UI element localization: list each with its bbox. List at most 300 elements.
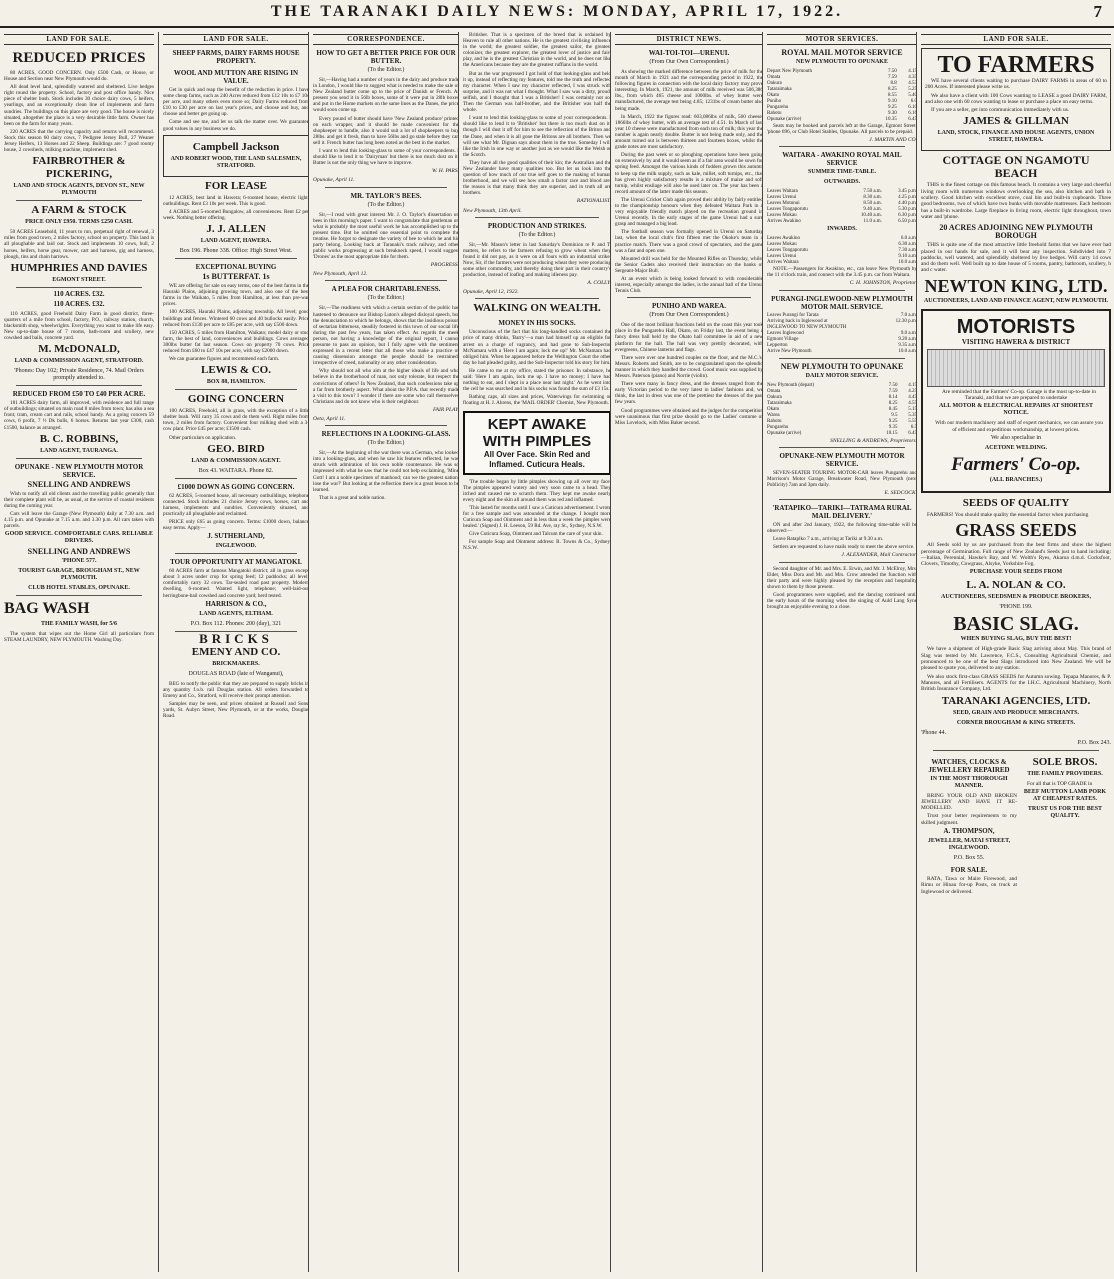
divider xyxy=(175,553,297,554)
service-route: NEW PLYMOUTH TO OPUNAKE xyxy=(796,59,888,65)
timetable-time: 8.14 xyxy=(888,394,898,400)
article-text: There were many in fancy dress, and the dresses ranged from the early Victorian period to the very latest in ladies' fashions and, we think, the last in dress was one of the prettiest the dresses of the past few years. xyxy=(615,381,763,406)
service-proprietor: SNELLING & ANDREWS, Proprietors. xyxy=(830,437,917,444)
service-proprietor: J. ALEXANDER, Mail Contractor. xyxy=(841,552,917,559)
service-title: OPUNAKE-NEW PLYMOUTH MOTOR SERVICE. xyxy=(779,451,905,468)
to-the-editor: (To the Editor.) xyxy=(367,295,405,302)
ad-text: Give Cuticura Soap, Ointment and Talcum the care of your skin. xyxy=(469,531,603,538)
letter-text: Sir,—The readiness with which a certain section of the public has hastened to denounce our Bishop Luton's alleged disloyal speech, but the denunciation to which he belongs, shows that the insidious poison of sectarian bitterness, steadily fostered in this town of our social life during the past few years, has taken effect. As regards the meek person, not having a knowledge of the original report, I cannot presume to pass an opinion, but I fully agree with the sentiment expressed in a recent letter that all those who make a practice of causing dissension amongst the people should be restrained, irrespective of creed, nationality or any other consideration. xyxy=(313,305,459,367)
ad-text: Are reminded that the Farmers' Co-op. Garage is the most up-to-date in Taranaki, and that we are prepared to undertake xyxy=(942,388,1096,402)
ad-slogan: TRUST US FOR THE BEST QUALITY. xyxy=(1027,805,1103,819)
ad-text: 62 ACRES, 5-roomed house, all necessary outbuildings, telephone connected. Stock includes 21 choice Jersey cows, horses, cart and harness, implements and sundries. Conveniently situated, and practically all ploughable and reclaimed. xyxy=(163,492,309,517)
timetable-stop: Omata xyxy=(767,75,781,80)
timetable-time: 6.30 p.m. xyxy=(898,213,917,219)
agent-subtitle: AUCTIONEERS, LAND AND FINANCE AGENT, NEW PLYMOUTH. xyxy=(923,297,1109,304)
timetable-stop: Leaves Mokau xyxy=(767,213,797,219)
ad-headline: 20 ACRES ADJOINING NEW PLYMOUTH BOROUGH xyxy=(939,223,1093,241)
divider xyxy=(16,200,142,201)
service-note: NOTE.—Passengers for Awakino, etc., can leave New Plymouth by the 11 o'clock train, and connect with the 3.45 p.m. car from Waitara. xyxy=(767,266,917,279)
timetable-time: 6.5 xyxy=(910,424,917,430)
article-text: The Urenui Cricket Club again proved their ability by fairly entitled to the championship honours when they defeated Waitara Park in a very enjoyable friendly match played on the recreation ground in Urenui recently. In the early stages of the game Urenui had a sure grasp and managed a big lead. xyxy=(615,196,763,228)
timetable-stop: INGLEWOOD TO NEW PLYMOUTH xyxy=(767,324,847,330)
ad-text: 110 ACRES, good Freehold Dairy Farm in good district, three-quarters of a mile from school, factory, P.O., railway station, church, blacksmith shop, wheelwrights. Everything you want to make life easy. New up-to-date house of 7 rooms, bath-room and scullery, new cowshed and bails, concrete yard. xyxy=(4,310,154,342)
timetable-row xyxy=(767,219,917,225)
ad-text: THIS is the finest cottage on this famous beach. It contains a very large and cheerful living room with numerous windows overlooking the sea, also kitchen and bath in scullery. Good kitchen with excellent stove, coal bin and built-in cupboards. Three good bedrooms, two of which have two bunks with movable mattresses. Each bedroom has a built-in wardrobe. Large fireplace in living room, electric light throughout, town water and 'phone. xyxy=(921,182,1111,220)
timetable-time: 9.40 a.m. xyxy=(863,207,882,213)
ad-text: BRING YOUR OLD AND BROKEN JEWELLERY AND HAVE IT RE-MODELLED. xyxy=(921,792,1017,812)
timetable-time: 10.0 a.m. xyxy=(898,260,917,266)
service-proprietor: E. SEDCOCK. xyxy=(884,489,917,496)
ad-headline: WATCHES, CLOCKS & JEWELLERY REPAIRED xyxy=(928,757,1010,774)
ad-headline: OPUNAKE - NEW PLYMOUTH MOTOR SERVICE. xyxy=(14,462,144,479)
letter-text: Britisher. That is a specimen of the breed that is ordained by Heaven to rule all other nations. He is the greatest civilising influence in the world; the greatest soldier, the greatest sailor, the greatest colonizer, the greatest explorer, the greatest lover of justice and fair-play, and he is the greatest Christian in the world, and he does not like the Americans because they are the greatest ruffians in the world. xyxy=(463,32,611,69)
agent-phone: 'Phone 44. xyxy=(921,729,947,736)
agent-name: JAMES & GILLMAN xyxy=(963,115,1069,128)
timetable-time: 10.0 a.m. xyxy=(898,348,917,354)
timetable-stop: Omata xyxy=(767,388,781,394)
to-the-editor: (To the Editor.) xyxy=(518,231,556,238)
timetable-stop: Pungarehu xyxy=(767,105,789,110)
ad-company: SNELLING AND ANDREWS xyxy=(27,547,131,557)
service-title: 'RATAPIKO—TARIKI—TATRAMA RURAL MAIL DELIVERY.' xyxy=(772,504,912,521)
agent-name: L. A. NOLAN & CO. xyxy=(966,579,1066,592)
ad-price: 110 ACRES. £32. xyxy=(53,289,105,298)
timetable-time: 10.15 xyxy=(886,430,898,436)
agent-subtitle: LAND AGENT, TAURANGA. xyxy=(40,447,118,454)
agent-address: DOUGLAS ROAD (late of Wanganui), xyxy=(188,670,284,677)
ad-subtitle: BEEF MUTTON LAMB PORK AT CHEAPEST RATES. xyxy=(1023,788,1107,802)
ad-text: 60 ACRES farm at famous Mangatoki district; all in grass except about 3 acres under crop for spring feed; 12 paddocks; all level; comfortably carry 32 cows. Tar-sealed road past property. Modern dwelling, 6-roomed. Wanted light, telephone; well-laid-out herringbone-bail cowshed and concrete yard; herd tested. xyxy=(163,568,309,599)
timetable-purangi xyxy=(767,313,917,355)
ad-text: WE have several clients waiting to purchase DAIRY FARMS in areas of 60 to 200 Acres. If interested please write us. xyxy=(925,78,1107,91)
agent-phone: 'PHONE 199. xyxy=(999,604,1033,611)
timetable-time: 6.45 xyxy=(908,117,917,122)
ad-headline: WOOL AND MUTTON ARE RISING IN VALUE. xyxy=(173,69,299,85)
ad-subtitle: PURCHASE YOUR SEEDS FROM xyxy=(969,569,1063,576)
timetable-row xyxy=(767,349,917,355)
ad-text: For sample Soap and Ointment address: R. Towns & Co., Sydney, N.S.W. xyxy=(463,539,611,552)
ad-headline: MOTORISTS xyxy=(956,315,1076,338)
ad-text: We also stock first-class GRASS SEEDS for Autumn sowing. Tepapa Manures, & P. Manures, and all Fertilisers. AGENTS for the I.H.C. Agricultural Machinery, North British Insurance Company, Ltd. xyxy=(921,673,1111,693)
agent-phone: 'Phones: Day 102; Private Residence, 74. Mail Orders promptly attended to. xyxy=(14,368,144,382)
timetable-time: 4.25 p.m. xyxy=(898,195,917,201)
timetable-stop: Rahotu xyxy=(767,418,782,424)
timetable-time: 6.45 xyxy=(908,430,917,436)
timetable-time: 12.30 p.m. xyxy=(895,318,917,324)
ad-headline: GOING CONCERN xyxy=(187,393,285,406)
ad-text: All Seeds sold by us are purchased from the best firms and show the highest percentage of Germination. Full range of New Zealand's Seeds just to hand including:—Italian, Perennial, Hawke's Bay, and W. Wolth's Ryes, Akaroa d.m.d. Cocksfoot, Clovers, Timothy, Cowgrass, Alsyke, Yorkshire Fog. xyxy=(921,542,1111,568)
agent-phone: Box 196. Phone 338. Office: High Street West. xyxy=(179,248,293,255)
timetable-time: 9.25 xyxy=(888,418,898,424)
service-note: Settlers are requested to have mails ready to meet the above service. xyxy=(773,544,915,551)
divider xyxy=(175,258,297,259)
timetable-time: 4.15 xyxy=(908,69,917,74)
timetable-time: 5.15 xyxy=(908,406,917,412)
section-header: LAND FOR SALE. xyxy=(4,34,154,45)
correspondent-note: (From Our Own Correspondent.) xyxy=(649,59,729,65)
ad-headline: SHEEP FARMS, DAIRY FARMS HOUSE PROPERTY. xyxy=(172,49,300,65)
article-text: As showing the marked difference between the price of milk for the month of March in 1921 and the corresponding period in 1922, the following figures in connection with the local dairy factory may prove interesting. In March, 1921, the amount of milk received was 506,386 lbs., from which 465 cheese and 1000lbs. of whey butter were manufactured, the average test being 4.85; 1231bs of cream butter also being made. xyxy=(615,69,763,112)
timetable-stop: Arriving back in Inglewood at xyxy=(767,318,828,324)
column-5 xyxy=(610,32,763,1272)
ad-text: We have a shipment of High-grade Basic Slag arriving about May. This brand of Slag was tested by Mr. Lawrence, F.C.S., Consulting Agricultural Chemist, and pronounced to be one of the best Slags introduced into New Zealand. We will be pleased to quote you, delivered to any station. xyxy=(921,646,1111,672)
timetable-time: 7.30 a.m. xyxy=(898,248,917,254)
timetable-stop: Tataraimaka xyxy=(767,87,792,92)
article-text: During the past week or so ploughing operations have been going on extensively by and it would seem as if a fair area would be sown for spring feed. Amongst the various kinds of fodders grown this autumn to keep up the milk supply, such as kale, millet, soft turnips, etc., that has given highly satisfactory results is a mixture of maize and soft turnip, whilst ensilage will also be used later on. The year has been a record amount of the latter made this season. xyxy=(615,152,763,195)
article-headline: WAI-TOI-TOI—URENUI. xyxy=(648,49,730,57)
timetable-daily xyxy=(767,383,917,437)
letter-text: Why should not all who aim at the higher ideals of life and who believe in the brotherhood of man, not only tolerate, but respect the convictions of others? In New Zealand, that such confessions take up a far from brotherly aspect. What about the P.P.A. that recently made a visit to this town? I wonder if there are some who call themselves Christians and do not know who is their neighbour. xyxy=(313,368,459,405)
motorists-ad xyxy=(921,309,1111,493)
timetable-stop: Oakura xyxy=(767,81,782,86)
agent-name: FAIRBROTHER & PICKERING, xyxy=(32,155,126,181)
ad-text: If you are a seller, get into communication immediately with us. xyxy=(931,107,1070,114)
timetable-stop: Leaves Awakino xyxy=(767,236,801,242)
timetable-stop: Opunake (arrive) xyxy=(767,117,802,122)
ad-text: 12 ACRES, best land in Hawera; 6-roomed house, electric light, outbuildings. Rent £3 10s per week. This is good. xyxy=(163,194,309,207)
letter-text: Sir,—At the beginning of the war there was a German, who looked into a looking-glass, and when he saw his features reflected, he was struck with admiration of his own noble countenance. He was so impressed with what he saw that he could not help exclaiming, 'Mine Gott! I am a noble specimen of manhood; can we the greatest nation, lose the war?' But looking at the reflection there is a great lesson to be learned. xyxy=(313,450,459,493)
agent-subtitle: LAND AND STOCK AGENTS, DEVON ST., NEW PLYMOUTH xyxy=(13,183,145,197)
agent-name: EMENY AND CO. xyxy=(191,645,281,658)
cuticura-headline-2: WITH PIMPLES xyxy=(482,432,592,450)
ad-headline: COTTAGE ON NGAMOTU BEACH xyxy=(942,153,1090,181)
timetable-stop: Arrive New Plymouth xyxy=(767,348,812,354)
letter-signature: W. H. PARS. xyxy=(431,168,459,175)
article-text: Good programmes were obtained and the judges for the competition were unanimous that first prize should go to the Ladies' costume of Miss Lovelock, with Miss Baker second. xyxy=(615,407,763,426)
timetable-time: 9.5 xyxy=(891,412,898,418)
letter-text: I want to lend this looking-glass to some of your correspondents. I should like to lend it to 'Dairyman' but there is too much dust on it. Butter is not the only thing we have to improve. xyxy=(313,148,459,167)
thompson-ad xyxy=(921,754,1017,897)
ad-subtitle: 1s BUTTERFAT. 1s xyxy=(202,272,270,282)
timetable-stop: Leaves Waitara xyxy=(767,189,798,195)
ad-headline: GRASS SEEDS xyxy=(955,520,1077,541)
ad-address: CLUB HOTEL STABLES, OPUNAKE. xyxy=(28,585,130,592)
service-note: Leave Rataplko 7 a.m., arriving at Tariki at 9.30 a.m. xyxy=(773,536,884,543)
ad-headline: SEEDS OF QUALITY xyxy=(962,496,1070,509)
timetable-stop: Puniho xyxy=(767,99,782,104)
agent-name: M. McDONALD, xyxy=(38,343,120,356)
agent-address: Box 43. WAITARA. Phone 82. xyxy=(198,467,274,474)
article-text: Good programmes were supplied, and the dancing continued until the early hours of the morning when the singing of Auld Lang Syne brought an enjoyable evening to a close. xyxy=(767,591,917,611)
ad-text: THIS is quite one of the most attractive little freehold farms that we have ever had placed in our hands for sale, and it will bear any inspection. Subdivided into 7 paddocks, well watered, and splendidly sheltered by live hedges. Will carry 14 cows and do them well. Well built up to date house of 5 rooms, pantry, bathroom, scullery, h and c water. xyxy=(921,242,1111,274)
timetable-time: 9.0 a.m. xyxy=(900,330,917,336)
ad-text: 220 ACRES that the carrying capacity and returns will recommend. Stock this season 60 dairy cows, 7 Pedigree Jersey Bull, 27 Weaner Jersey Heifers, 13 Horses and 22 Sheep. Buildings are: 7 good roomy house, 2 cowsheds, milking machine, implement shed. xyxy=(4,128,154,154)
divider xyxy=(325,425,447,426)
divider xyxy=(779,562,905,563)
letter-place: Oeta, April 11. xyxy=(313,416,346,423)
agent-name: J. SUTHERLAND, xyxy=(207,532,265,541)
article-text: Bathing caps, all sizes and prices, Waterwings for swimming or floating at H. J. Ahrens, the 'MAIL ORDER' Chemist, New Plymouth. xyxy=(463,394,611,407)
ad-headline: TO FARMERS xyxy=(937,52,1095,78)
divider xyxy=(933,750,1099,751)
service-title: ROYAL MAIL MOTOR SERVICE xyxy=(781,48,903,57)
timetable-stop: Leaves Tongaporutu xyxy=(767,248,808,254)
ad-price: 110 ACRES. £32. xyxy=(53,299,105,308)
divider xyxy=(779,358,905,359)
timetable-time: 11.0 a.m. xyxy=(863,219,882,225)
agent-name: HARRISON & CO., xyxy=(205,599,267,608)
ad-headline: REDUCED PRICES xyxy=(12,50,146,66)
timetable-time: 9.30 xyxy=(888,111,897,116)
timetable-time: 7.59 xyxy=(888,75,897,80)
service-proprietor: J. MARTIN AND CO. xyxy=(869,137,917,144)
letter-signature: A. COLLY. xyxy=(587,280,611,287)
timetable-time: 3.45 p.m. xyxy=(898,189,917,195)
ad-text: We also specialise in xyxy=(990,434,1041,441)
timetable-stop: Okato xyxy=(767,406,780,412)
divider xyxy=(16,287,142,288)
article-text: The football season was formally opened in Urenui on Saturday last, when the local club's first fifteen met the Okoke's team in a practice match. There was a good crowd of spectators, and the game was a fast and open one. xyxy=(615,229,763,254)
divider xyxy=(779,447,905,448)
timetable-time: 4.15 xyxy=(908,382,917,388)
timetable-time: 10.35 xyxy=(885,117,897,122)
letter-text: Sir,—Mr. Mason's letter in last Saturday's Dominion re P. and T. matters, he refers to the farmers refusing to grow wheat when they found it did not pay, as it were on all fours with an industrial strike. Now, Sir, if the farmers were not producing wheat they were producing some other commodity, and thereby doing their part in their country's production, instead of loafing and making idleness pay. xyxy=(463,241,611,279)
article-text: Second daughter of Mr. and Mrs. E. Erwin, and Mr. J. McElroy, Mrs. Elder, Miss Dora and Mr. and Mrs. Crow attended the function with their party and were highly pleased by the reception and hospitality shown to them by those present. xyxy=(767,565,917,590)
section-header: CORRESPONDENCE. xyxy=(313,34,459,45)
ad-subtitle: ACETONE WELDING. xyxy=(984,444,1048,451)
service-subtitle: DAILY MOTOR SERVICE. xyxy=(805,372,879,379)
divider xyxy=(16,595,142,596)
letter-headline: REFLECTIONS IN A LOOKING-GLASS. xyxy=(321,430,451,439)
timetable-time: 4.40 p.m. xyxy=(898,201,917,207)
article-text: He came to me at my office, stated the prisoner. In substance, he said: 'Here I am again, lock me up. I have no money; I have had nothing to eat, and I slept in a place near last night.' As he went into the cell he was searched and in his socks was found the sum of £3 15s. xyxy=(463,367,611,393)
timetable-stop: Rahotu xyxy=(767,111,782,116)
ad-text: FARMERS! You should make quality the essential factor when purchasing xyxy=(927,511,1089,518)
timetable-time: 4.53 xyxy=(908,81,917,86)
divider xyxy=(475,217,599,218)
timetable-time: 8.25 xyxy=(888,400,898,406)
agent-name: Campbell Jackson xyxy=(192,140,280,153)
ad-text: Cars will leave the Garage (New Plymouth) daily at 7.30 a.m. and 4.15 p.m. and Opunake at 7.15 a.m. and 3.30 p.m. All cars taken with parcels. xyxy=(4,510,154,530)
agent-subtitle: AND ROBERT WOOD, THE LAND SALESMEN, STRATFORD. xyxy=(170,155,302,169)
letter-text: That is a great and noble nation. xyxy=(319,494,386,501)
letter-signature: FAIR PLAY. xyxy=(433,406,459,413)
ad-text: BEG to notify the public that they are prepared to supply bricks in any quantity f.o.b. rail Douglas station. All orders forwarded to Emeny and Co., Stratford, will receive their prompt attention. xyxy=(163,680,309,699)
cuticura-subhead: All Over Face. Skin Red and Inflamed. Cuticura Heals. xyxy=(483,449,591,469)
car-illustration xyxy=(927,349,1105,387)
timetable-time: 5.30 p.m. xyxy=(898,207,917,213)
section-header: LAND FOR SALE. xyxy=(163,34,309,45)
ad-text: 100 ACRES, Freehold, all in grass, with the exception of a little shelter bush. Will carry 35 cows and do them well. Right miles from town, 2 miles from factory. Convenient four milking shed with a 3-cow plant. Price £45 per acre; £1500 cash. xyxy=(163,408,309,433)
letter-headline: PRODUCTION AND STRIKES. xyxy=(487,221,587,230)
timetable-time: 5.25 xyxy=(908,87,917,92)
column-3 xyxy=(308,32,459,1272)
timetable-stop: Leaves Tongaporutu xyxy=(767,207,808,213)
ad-text: With our modern machinery and staff of expert mechanics, we can assure you of efficient and expeditious workmanship, at lowest prices. xyxy=(935,420,1103,433)
timetable-time: 7.50 xyxy=(888,69,897,74)
timetable-stop: Oakura xyxy=(767,394,782,400)
agent-subtitle: INGLEWOOD. xyxy=(215,543,257,550)
timetable-stop: Tataraimaka xyxy=(767,400,792,406)
timetable-inwards xyxy=(767,236,917,266)
timetable-time: 9.25 xyxy=(888,105,897,110)
timetable-time: 8.8 xyxy=(890,81,897,86)
ad-text: 'The trouble began by little pimples showing up all over my face. The pimples appeared watery and very soon came to a head. They itched and caused me to scratch them. They kept me awake nearly every night and the skin all around them was red and inflamed. xyxy=(463,478,611,503)
ad-headline: FOR SALE. xyxy=(950,865,988,874)
ad-headline: TOUR OPPORTUNITY AT MANGATOKI. xyxy=(170,558,302,567)
timetable-time: 7.59 xyxy=(888,388,898,394)
ad-headline: BAG WASH xyxy=(4,600,90,618)
agent-name: SOLE BROS. xyxy=(1032,755,1098,768)
timetable-time: 9.35 xyxy=(888,424,898,430)
ad-text: WE are offering for sale on easy terms, one of the best farms in the Hauraki Plains, adjoining growing town, and also one of the best farms in the Waikato, 5 miles from Hamilton, at less than pre-war prices. xyxy=(163,283,309,308)
ad-text: PRICE only £65 as going concern. Terms: £1000 down, balance easy terms. Apply— xyxy=(163,519,309,532)
timetable-time: 9.35 a.m. xyxy=(898,342,917,348)
timetable-time: 4.55 xyxy=(908,400,917,406)
timetable-stop: Leaves Purangi for Tarata xyxy=(767,312,819,318)
ad-headline: BRICKS xyxy=(199,630,273,646)
sole-bros-ad xyxy=(1021,754,1109,897)
timetable-time: 9.20 a.m. xyxy=(898,336,917,342)
agent-subtitle: THE FAMILY PROVIDERS. xyxy=(1027,770,1103,777)
ad-text: 80 ACRES, GOOD CONCERN. Only £500 Cash, or House, or House and Section near New Plymouth would do. xyxy=(4,70,154,83)
ad-text: 181 ACRES dairy farm, all improved, with residence and full range of outbuildings; situated on main road 8 miles from town; has also a sea front; tram, cream cart and rails, school handy. As a going concern 59 cows, 6 profit, 7 ½ Dk bulls, 6 horses. Returns last year £300, cash £1500, balance as arranged. xyxy=(4,400,154,431)
ad-text: 100 ACRES, Hauraki Plains, adjoining township. All level; good buildings and fences. Wintered 60 cows and 40 bullocks easily. Price reduced from £130 per acre to £85 per acre, with say £500 down. xyxy=(163,309,309,328)
agent-name: TARANAKI AGENCIES, LTD. xyxy=(941,694,1091,707)
ad-text: Get in quick and reap the benefit of the reduction in price. I have some cheap farms, such as 240 Acres reduced from £12 10s to £7 10s per acre, and many others even more so; Dairy Farms reduced from £10 to £30 per acre on last year's prices, and choose and buy, and choose and better get going up. xyxy=(163,87,309,118)
letter-headline: HOW TO GET A BETTER PRICE FOR OUR BUTTER. xyxy=(316,49,456,65)
divider xyxy=(175,478,297,479)
masthead xyxy=(0,0,1114,28)
timetable-outwards xyxy=(767,189,917,225)
timetable-time: 7.50 xyxy=(888,382,898,388)
divider xyxy=(779,290,905,291)
letter-signature: RATIONALIST. xyxy=(576,198,611,205)
divider xyxy=(779,146,905,147)
ad-subtitle: VISITING HAWERA & DISTRICT xyxy=(961,337,1071,346)
ad-text: RATA, Tawa or Maire Firewood, and Rimu or Hinau for-up Posts, on truck at Inglewood or delivered. xyxy=(921,875,1017,895)
agent-box: P.O. Box 55. xyxy=(953,854,985,861)
letter-text: Sir,—Having had a number of years in the dairy and produce trade in London, I would like to suggest what is needed to make the sale of New Zealand butter come up to the price of Danish or French. At present you send it in 56lb boxes, some of it were put in 28lb boxes and put in the Home markets on the same lines as the Danes, the price would soon come up. xyxy=(313,77,459,114)
timetable-stop: Leaves Mokau xyxy=(767,242,797,248)
timetable-stop: Leaves Urenui xyxy=(767,254,797,260)
correspondent-note: (From Our Own Correspondent.) xyxy=(649,312,729,319)
letter-text: I want to lend this looking-glass to some of your correspondents. I should like to lend it to 'Britisher' but there is too much dust on it, though I will dust it off for him to see the reflection of the Briton and the Dane, and when it is all gone the Britons are all brothers. Then we will see what Mr. Dignan says about them in the true. Someday I will like the Irish in one way or another just as we would like the Welsh or the Scotch. xyxy=(463,115,611,158)
timetable-stop: Arrives Waitara xyxy=(767,260,799,266)
timetable-time: 8.55 xyxy=(888,93,897,98)
timetable-time: 6.16 xyxy=(908,111,917,116)
ad-subtitle: ALL MOTOR & ELECTRICAL REPAIRS AT SHORTEST NOTICE. xyxy=(938,403,1094,417)
ad-text: Trust your better requirements to my skilled judgment. xyxy=(921,813,1017,826)
timetable-royal-mail xyxy=(767,69,917,123)
timetable-row xyxy=(767,431,917,437)
agent-subtitle: LAND & COMMISSION AGENT. xyxy=(191,457,281,464)
timetable-time: 6.0 xyxy=(910,99,917,104)
column-1 xyxy=(4,32,154,1272)
divider xyxy=(325,280,447,281)
ad-headline: BASIC SLAG. xyxy=(953,613,1079,636)
ad-headline: £1000 DOWN AS GOING CONCERN. xyxy=(177,482,295,491)
timetable-stop: Arrives Awakino xyxy=(767,219,801,225)
ad-subtitle: WHEN BUYING SLAG, BUY THE BEST! xyxy=(960,636,1072,643)
timetable-stop: Depart New Plymouth xyxy=(767,69,812,74)
agent-subtitle: BOX 88, HAMILTON. xyxy=(206,379,266,386)
letter-text: They have all the good qualities of their kin; the Australian and the New Zealander have many qualities too. But let us look into the question of how much of our true self goes to the making of human brotherhood, and we will see how small a factor race and blood are, the reason is that many think they are superior, and in truth all are brothers. xyxy=(463,159,611,197)
timetable-stop: Opunake (arrive) xyxy=(767,430,802,436)
letter-headline: MR. TAYLOR'S BEES. xyxy=(350,191,422,200)
timetable-time: 4.35 xyxy=(908,75,917,80)
letter-place: New Plymouth, April 12. xyxy=(313,271,368,278)
timetable-time: 4.25 xyxy=(908,388,917,394)
timetable-stop: Leaves Motunui xyxy=(767,201,800,207)
column-6 xyxy=(762,32,917,1272)
timetable-time: 5.55 xyxy=(908,418,917,424)
section-header: MOTOR SERVICES. xyxy=(767,34,917,45)
newspaper-title: THE TARANAKI DAILY NEWS: MONDAY, APRIL 17, 1922. xyxy=(270,3,844,20)
article-text: There were over one hundred couples on the floor, and the M.C.'s, Messrs. Roberts and Smith, are to be congratulated upon the splendid manner in which they handled the crowd. Good music was supplied by Messrs. Paterson (piano) and Norrie (violin). xyxy=(615,354,763,380)
ad-headline: A FARM & STOCK xyxy=(31,204,127,217)
column-4 xyxy=(458,32,611,1272)
section-header: LAND FOR SALE. xyxy=(921,34,1111,45)
ad-slogan: GOOD SERVICE. COMFORTABLE CARS. RELIABLE DRIVERS. xyxy=(4,531,154,545)
service-title: NEW PLYMOUTH TO OPUNAKE xyxy=(780,361,904,371)
timetable-stop: Okato xyxy=(767,93,780,98)
ad-text: 150 ACRES, 5 miles from Hamilton, Waikato; model dairy or stud farm, the best of land, conveniences and buildings. Cows averaged 300lbs butter fat last season. Cows on property 70 cows. Price reduced from £60 to £47 10s per acre, with say £2000 down. xyxy=(163,329,309,354)
timetable-time: 8.25 xyxy=(888,87,897,92)
ad-text: Samples may be seen, and prices obtained at Russell and Sons' yards, St. Aubyn Street, New Plymouth, or at the works, Douglas Road. xyxy=(163,701,309,720)
timetable-stop: New Plymouth (depart) xyxy=(767,382,815,388)
cuticura-ad xyxy=(463,411,611,475)
timetable-time: 6.30 a.m. xyxy=(898,242,917,248)
agent-subtitle: LAND AGENT, HAWERA. xyxy=(200,238,272,245)
ad-company: SNELLING AND ANDREWS xyxy=(27,479,131,489)
bottom-ads xyxy=(921,754,1111,897)
article-text: In March, 1922 the figures read: 603,086lbs of milk, 560 cheese, 1866lbs of whey butter, with an average test of 4.51. In March of last year 10 cheese were manufactured from each ton of milk; this year the number is again nearly double. Butter is not being made only, and the amount turned out is between thirteen and fourteen boxes, whilst the grade notes are most satisfactory. xyxy=(615,113,763,151)
article-headline: WALKING ON WEALTH. xyxy=(473,302,601,315)
timetable-time: 8.45 xyxy=(888,406,898,412)
article-text: Mounted drill was held for the Mounted Rifles on Thursday, whilst the Senior Cadets also received their instruction on the banks of Sergeant-Major Bull. xyxy=(615,255,763,274)
divider xyxy=(175,389,297,390)
agent-name: GEO. BIRD xyxy=(207,442,265,455)
service-proprietor: C. H. JOHNSTON, Proprietor. xyxy=(849,280,917,287)
letter-place: Opunake, April 11. xyxy=(313,177,355,184)
divider xyxy=(627,297,751,298)
timetable-stop: Leaves Urenui xyxy=(767,195,797,201)
agent-subtitle: LAND AGENTS, ELTHAM. xyxy=(199,610,273,617)
letter-signature: PROGRESS. xyxy=(430,262,459,269)
timetable-time: 8.30 a.m. xyxy=(863,195,882,201)
service-note: Seats may be booked and parcels left at the Garage, Egmont Street, 'phone 696, or Club Hotel Stables, Opunake. All parcels to be prepaid. xyxy=(767,123,917,136)
ad-text: Other particulars on application. xyxy=(169,434,237,441)
agent-phone: P.O. Box 112. Phones: 200 (day), 321 xyxy=(190,620,282,627)
column-7 xyxy=(916,32,1111,1272)
timetable-stop: Warea xyxy=(767,412,780,418)
article-text: One of the most brilliant functions held on the coast this year took place in the Pungarehu Hall, Okato, on Friday last, the event being a fancy dress ball held by the Okato hall committee in aid of a new platform for the hall. The hall was very prettily decorated, with evergreens, Chinese lanterns and flags. xyxy=(615,322,763,353)
agent-subtitle: AUCTIONEERS, SEEDSMEN & PRODUCE BROKERS, xyxy=(940,594,1092,601)
page-number: 7 xyxy=(1093,2,1102,21)
service-title: PURANGI-INGLEWOOD-NEW PLYMOUTH MOTOR MAIL SERVICE. xyxy=(771,294,913,311)
timetable-stop: Lepperton xyxy=(767,342,788,348)
divider xyxy=(475,298,599,299)
timetable-time: 7.50 a.m. xyxy=(863,189,882,195)
agent-subtitle: SEED, GRAIN AND PRODUCE MERCHANTS. xyxy=(952,709,1079,716)
service-note: SEVEN-SEATER TOURING MOTOR-CAR leaves Pungarehu and Morrison's Motor Garage, Breakwater Road, New Plymouth (next Publicity) 7am and 3pm daily. xyxy=(767,469,917,488)
ad-headline: FOR LEASE xyxy=(204,179,268,192)
timetable-time: 9.10 xyxy=(888,99,897,104)
timetable-time: 9.10 a.m. xyxy=(898,254,917,260)
timetable-time: 6.50 p.m. xyxy=(898,219,917,225)
ad-subtitle: (ALL BRANCHES.) xyxy=(989,476,1043,483)
divider xyxy=(16,458,142,459)
coop-logo: Farmers' Co-op. xyxy=(951,453,1081,475)
ad-text: The system that wipes out the Home Girl all particulars from STEAM LAUNDRY, NEW PLYMOUTH. Washing Day. xyxy=(4,631,154,644)
cuticura-headline: KEPT AWAKE xyxy=(487,415,587,433)
ad-text: We can guarantee figures and recommend each farm. xyxy=(169,356,280,363)
agent-name: A. THOMPSON, xyxy=(943,826,995,835)
service-note: ON and after 2nd January, 1922, the following time-table will be observed:— xyxy=(767,522,917,535)
divider xyxy=(779,499,905,500)
ad-text: 50 ACRES Leasehold, 11 years to run, perpetual right of renewal, 3 miles from good town, 2 miles factory, school on property. This land is all ploughable and laid out. Stock and implements 10 cows, bull, 2 horses, heifers, horse gear, mower, cart and harness, gig and harness, plough, tins and chain harrows. xyxy=(4,229,154,260)
